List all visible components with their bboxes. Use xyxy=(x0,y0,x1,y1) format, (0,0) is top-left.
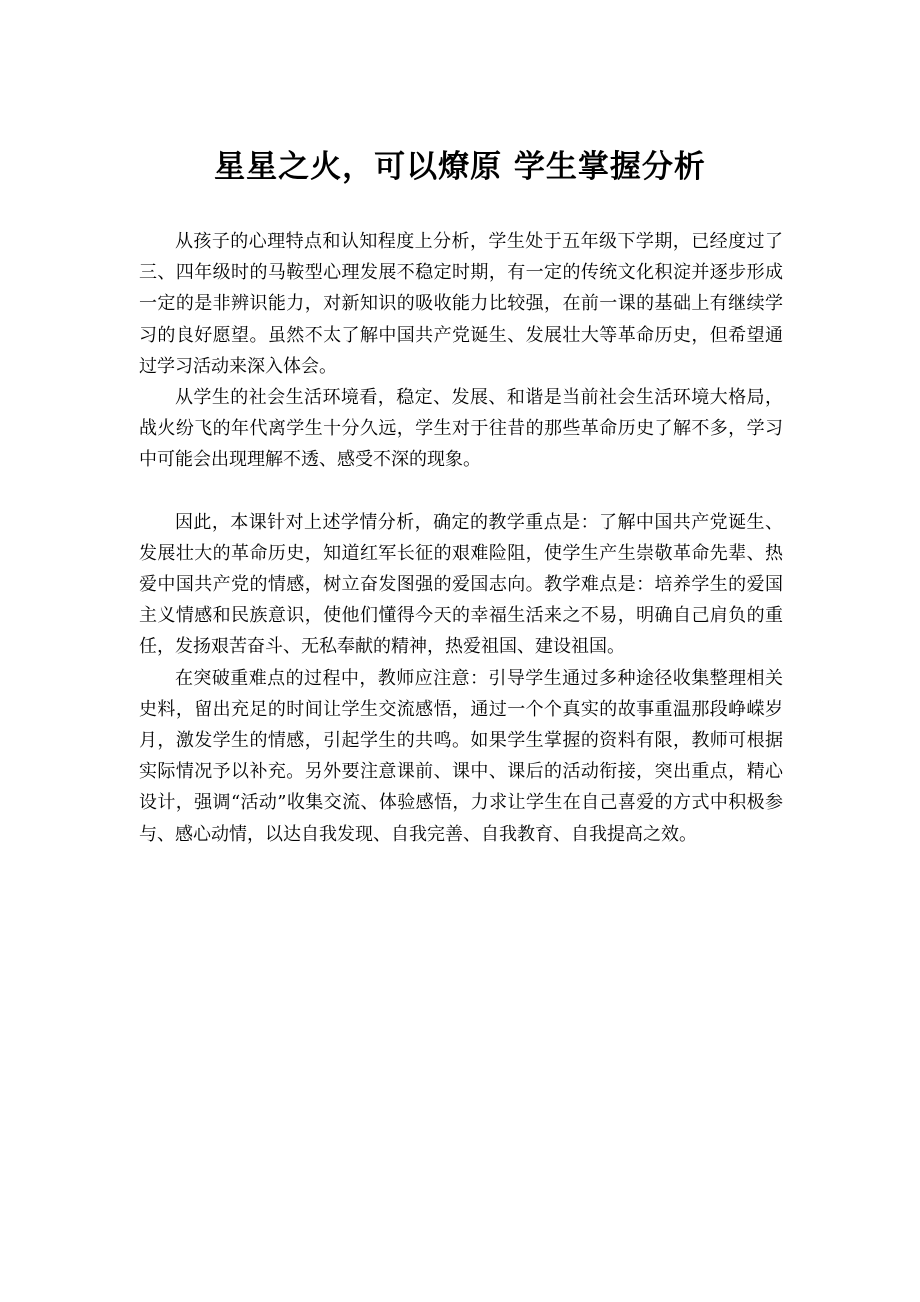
paragraph-psychology: 从孩子的心理特点和认知程度上分析，学生处于五年级下学期，已经度过了三、四年级时的马鞍型心理发展不稳定时期，有一定的传统文化积淀并逐步形成一定的是非辨识能力，对新知识的吸收能力比较强，在前一课的基础上有继续学习的良好愿望。虽然不太了解中国共产党诞生、发展壮大等革命历史，但希望通过学习活动来深入体会。 xyxy=(139,231,783,377)
paragraph-environment: 从学生的社会生活环境看，稳定、发展、和谐是当前社会生活环境大格局，战火纷飞的年代离学生十分久远，学生对于往昔的那些革命历史了解不多，学习中可能会出现理解不透、感受不深的现象。 xyxy=(139,387,783,471)
document-body xyxy=(139,226,783,850)
paragraph-teacher-notes: 在突破重难点的过程中，教师应注意：引导学生通过多种途径收集整理相关史料，留出充足的时间让学生交流感悟，通过一个个真实的故事重温那段峥嵘岁月，激发学生的情感，引起学生的共鸣。如果学生掌握的资料有限，教师可根据实际情况予以补充。另外要注意课前、课中、课后的活动衔接，突出重点，精心设计，强调“活动”收集交流、体验感悟，力求让学生在自己喜爱的方式中积极参与、感心动情，以达自我发现、自我完善、自我教育、自我提高之效。 xyxy=(139,667,783,845)
paragraph-key-points: 因此，本课针对上述学情分析，确定的教学重点是：了解中国共产党诞生、发展壮大的革命历史，知道红军长征的艰难险阻，使学生产生崇敬革命先辈、热爱中国共产党的情感，树立奋发图强的爱国志向。教学难点是：培养学生的爱国主义情感和民族意识，使他们懂得今天的幸福生活来之不易，明确自己肩负的重任，发扬艰苦奋斗、无私奉献的精神，热爱祖国、建设祖国。 xyxy=(139,511,783,658)
page-title: 星星之火，可以燎原 学生掌握分析 xyxy=(214,149,706,185)
paragraph-spacer xyxy=(139,476,783,507)
